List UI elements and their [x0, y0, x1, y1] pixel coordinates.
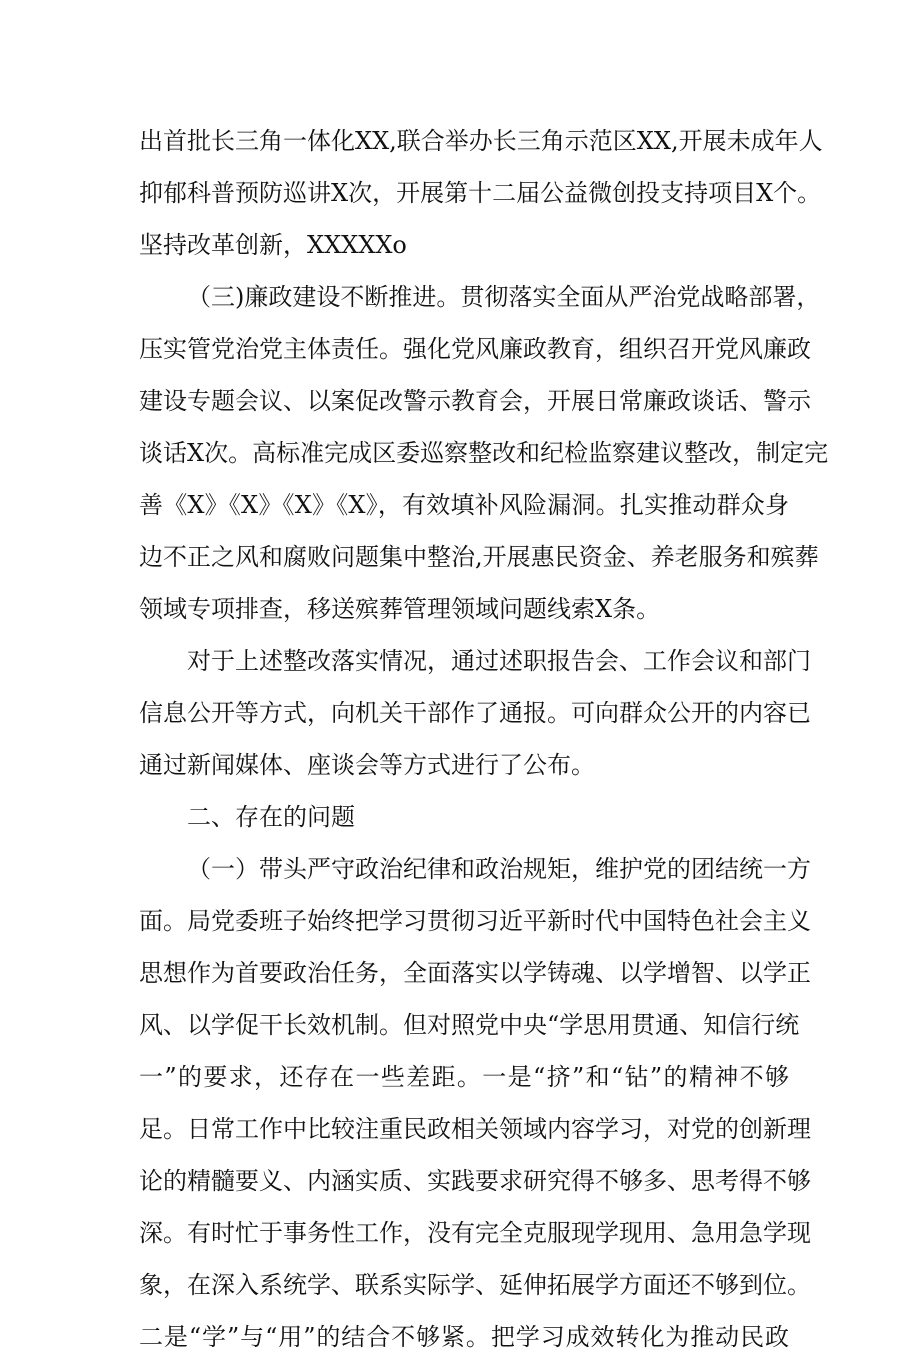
text-line: 出首批长三角一体化XX,联合举办长三角示范区XX,开展未成年人	[139, 127, 823, 155]
section-heading-2: 二、存在的问题	[187, 803, 355, 831]
text-line: 善《X》《X》《X》《X》，有效填补风险漏洞。扎实推动群众身	[139, 491, 789, 519]
text-line: 压实管党治党主体责任。强化党风廉政教育，组织召开党风廉政	[139, 335, 811, 363]
text-line: 深。有时忙于事务性工作，没有完全克服现学现用、急用急学现	[139, 1219, 811, 1247]
text-line: 一”的要求，还存在一些差距。一是“挤”和“钻”的精神不够	[139, 1063, 789, 1091]
text-line: 风、以学促干长效机制。但对照党中央“学思用贯通、知信行统	[139, 1011, 800, 1039]
text-line: 边不正之风和腐败问题集中整治,开展惠民资金、养老服务和殡葬	[139, 543, 819, 571]
text-line: 坚持改革创新，XXXXXo	[139, 231, 407, 259]
text-line: 足。日常工作中比较注重民政相关领域内容学习，对党的创新理	[139, 1115, 811, 1143]
section-heading-1: （一）带头严守政治纪律和政治规矩，维护党的团结统一方	[187, 855, 811, 883]
body-text	[139, 115, 829, 1363]
text-line: 面。局党委班子始终把学习贯彻习近平新时代中国特色社会主义	[139, 907, 811, 935]
section-heading-3: （三)廉政建设不断推进。贯彻落实全面从严治党战略部署，	[187, 283, 821, 311]
text-line: 建设专题会议、以案促改警示教育会，开展日常廉政谈话、警示	[139, 387, 811, 415]
text-line: 二是“学”与“用”的结合不够紧。把学习成效转化为推动民政	[139, 1323, 789, 1351]
text-line: 论的精髓要义、内涵实质、实践要求研究得不够多、思考得不够	[139, 1167, 811, 1195]
text-line: 象，在深入系统学、联系实际学、延伸拓展学方面还不够到位。	[139, 1271, 811, 1299]
text-line: 信息公开等方式，向机关干部作了通报。可向群众公开的内容已	[139, 699, 811, 727]
text-line: 谈话X次。高标准完成区委巡察整改和纪检监察建议整改，制定完	[139, 439, 829, 467]
paragraph-start: 对于上述整改落实情况，通过述职报告会、工作会议和部门	[187, 647, 811, 675]
text-line: 思想作为首要政治任务，全面落实以学铸魂、以学增智、以学正	[139, 959, 811, 987]
text-line: 抑郁科普预防巡讲X次，开展第十二届公益微创投支持项目X个。	[139, 179, 822, 207]
text-line: 通过新闻媒体、座谈会等方式进行了公布。	[139, 751, 595, 779]
text-line: 领域专项排查，移送殡葬管理领域问题线索X条。	[139, 595, 661, 623]
